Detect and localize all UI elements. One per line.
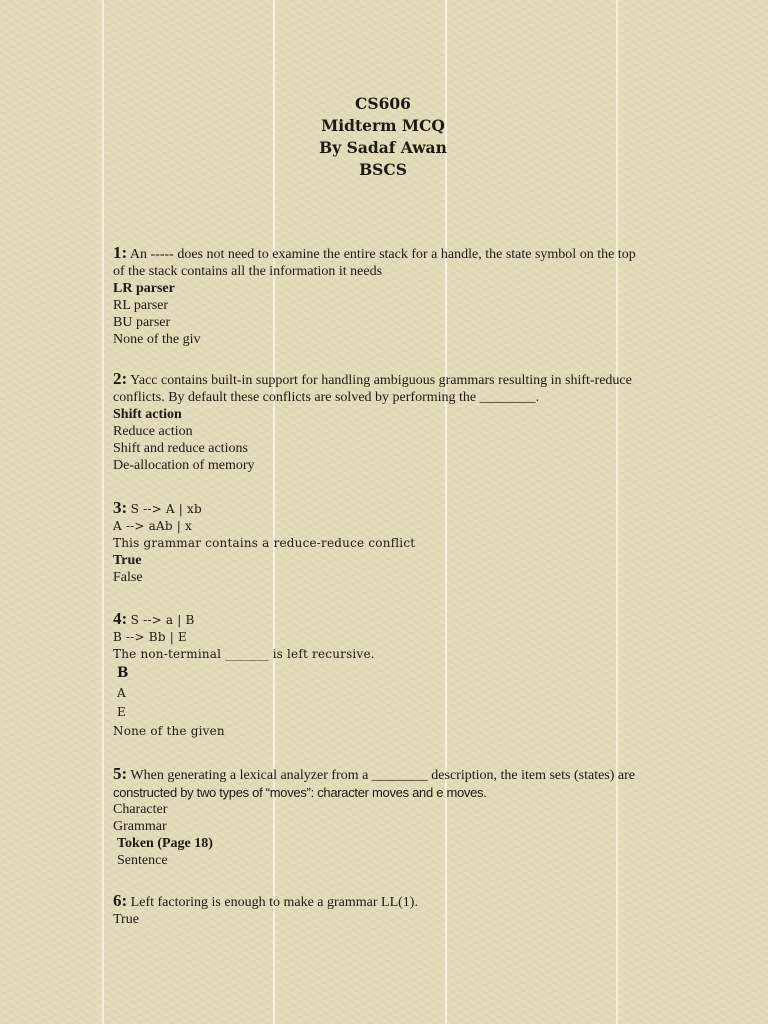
question-5 [113,765,673,869]
question-text [113,244,673,263]
question-number: 4: [113,609,128,628]
option-correct: Shift action [113,407,182,422]
question-number: 1: [113,243,128,262]
document-title [111,93,655,181]
option-correct: True [113,553,142,568]
option: Shift and reduce actions [113,441,248,456]
question-6 [113,892,673,928]
question-number: 5: [113,764,128,783]
question-1 [113,244,673,348]
option: False [113,570,143,585]
question-4 [113,610,673,741]
option: E [117,705,126,719]
question-line: This grammar contains a reduce-reduce conflict [113,536,416,550]
option: RL parser [113,298,169,313]
course-code: CS606 [355,94,411,113]
option: Grammar [113,819,167,834]
exam-title: Midterm MCQ [321,116,445,135]
question-line: of the stack contains all the information it needs [113,264,383,279]
question-line: The non-terminal _______ is left recursive. [113,647,375,661]
option: True [113,912,139,927]
question-line: constructed by two types of “moves”: character moves and e moves. [113,785,487,800]
question-line: When generating a lexical analyzer from a ________ description, the item sets (states) are [130,768,636,783]
option: Sentence [117,853,168,868]
author-line: By Sadaf Awan [319,138,447,157]
question-number: 6: [113,891,128,910]
question-number: 3: [113,498,128,517]
program-line: BSCS [359,160,407,179]
question-line: conflicts. By default these conflicts are solved by performing the ________. [113,390,540,405]
question-3 [113,499,673,586]
option: Reduce action [113,424,193,439]
question-text [113,765,673,784]
option-correct: B [117,665,129,681]
question-text [113,610,673,629]
question-line: Left factoring is enough to make a grammar LL(1). [130,895,418,910]
question-text [113,370,673,389]
option: A [117,686,126,700]
option: BU parser [113,315,171,330]
question-line: A --> aAb | x [113,519,193,533]
option: De-allocation of memory [113,458,255,473]
question-line: S --> a | B [130,613,195,627]
option-correct: LR parser [113,281,175,296]
question-line: Yacc contains built-in support for handling ambiguous grammars resulting in shift-reduce [130,373,632,388]
option-correct: Token (Page 18) [117,836,213,851]
question-number: 2: [113,369,128,388]
option: Character [113,802,168,817]
option: None of the given [113,724,225,738]
question-line: S --> A | xb [130,502,202,516]
question-line: B --> Bb | E [113,630,187,644]
option: None of the giv [113,332,201,347]
decorative-vertical-line [102,0,104,1024]
question-text [113,499,673,518]
question-2 [113,370,673,474]
document-page [113,93,673,927]
question-line: An ----- does not need to examine the entire stack for a handle, the state symbol on the top [129,247,636,262]
question-text [113,892,673,911]
